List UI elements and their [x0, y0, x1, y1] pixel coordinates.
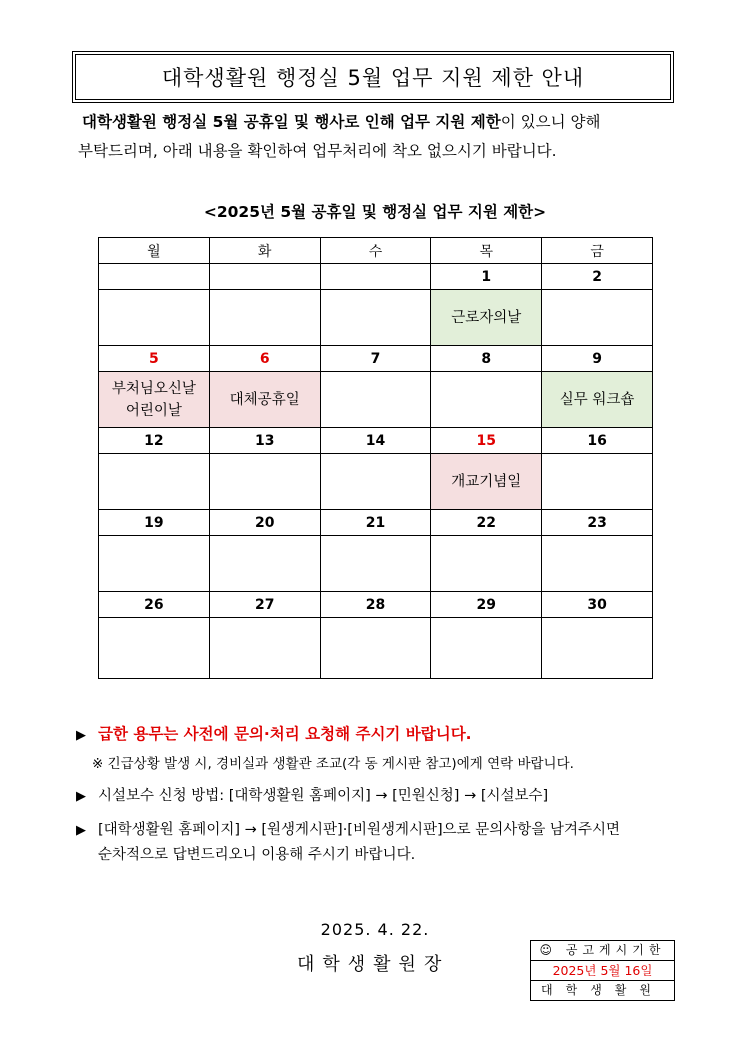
event-cell [320, 290, 431, 346]
event-label: 부처님오신날 어린이날 [111, 380, 196, 419]
weekday-tue: 화 [209, 238, 320, 264]
note-board [76, 818, 620, 839]
bullet-arrow-icon: ▶ [76, 728, 86, 743]
note-urgent [76, 722, 472, 744]
calendar-title: <2025년 5월 공휴일 및 행정실 업무 지원 제한> [203, 203, 547, 221]
date-cell: 5 [99, 346, 210, 372]
event-cell-workshop [542, 372, 653, 428]
date-cell: 19 [99, 510, 210, 536]
urgent-text: 급한 용무는 사전에 문의·처리 요청해 주시기 바랍니다. [98, 725, 472, 743]
date-cell: 16 [542, 428, 653, 454]
date-cell: 15 [431, 428, 542, 454]
event-cell-foundation-day [431, 454, 542, 510]
weekday-wed: 수 [320, 238, 431, 264]
event-cell [99, 454, 210, 510]
event-cell [320, 372, 431, 428]
date-cell: 7 [320, 346, 431, 372]
event-cell [320, 454, 431, 510]
date-cell: 22 [431, 510, 542, 536]
weekday-header-row [99, 238, 653, 264]
event-cell [209, 536, 320, 592]
event-cell [99, 290, 210, 346]
date-cell: 28 [320, 592, 431, 618]
event-cell [320, 618, 431, 679]
may-calendar [98, 237, 653, 679]
event-cell-labor-day [431, 290, 542, 346]
date-cell: 13 [209, 428, 320, 454]
announcement-date: 2025. 4. 22. [320, 920, 430, 939]
event-cell [542, 454, 653, 510]
signer-name: 대학생활원장 [297, 954, 450, 975]
event-cell [542, 618, 653, 679]
board-text-line2: 순차적으로 답변드리오니 이용해 주시기 바랍니다. [98, 847, 416, 863]
date-cell: 27 [209, 592, 320, 618]
date-cell [209, 264, 320, 290]
event-cell [431, 536, 542, 592]
event-cell [542, 536, 653, 592]
date-cell: 12 [99, 428, 210, 454]
weekday-mon: 월 [99, 238, 210, 264]
event-cell-buddha-childrens-day [99, 372, 210, 428]
event-cell [99, 618, 210, 679]
date-cell: 26 [99, 592, 210, 618]
note-repair [76, 784, 548, 805]
bullet-arrow-icon: ▶ [76, 789, 86, 804]
stamp-issuer: 대학생활원 [541, 983, 664, 997]
date-row [99, 592, 653, 618]
event-row [99, 618, 653, 679]
event-cell-substitute-holiday [209, 372, 320, 428]
event-label: 근로자의날 [451, 309, 522, 326]
note-emergency: ※ 긴급상황 발생 시, 경비실과 생활관 조교(각 동 게시판 참고)에게 연락 바랍니다. [92, 756, 574, 772]
date-row [99, 510, 653, 536]
date-row [99, 264, 653, 290]
posting-period-stamp [530, 940, 675, 1001]
stamp-deadline: 2025년 5월 16일 [531, 961, 674, 981]
stamp-heading: ☺ 공고게시기한 [531, 941, 674, 961]
event-cell [431, 618, 542, 679]
weekday-fri: 금 [542, 238, 653, 264]
intro-text-line2: 부탁드리며, 아래 내용을 확인하여 업무처리에 착오 없으시기 바랍니다. [78, 142, 557, 160]
event-cell [431, 372, 542, 428]
event-cell [99, 536, 210, 592]
event-cell [209, 454, 320, 510]
event-cell [209, 290, 320, 346]
date-cell: 23 [542, 510, 653, 536]
date-cell: 20 [209, 510, 320, 536]
event-label: 대체공휴일 [229, 391, 300, 408]
weekday-thu: 목 [431, 238, 542, 264]
event-label: 실무 워크숍 [559, 391, 635, 408]
date-row [99, 428, 653, 454]
event-cell [542, 290, 653, 346]
date-cell: 2 [542, 264, 653, 290]
page-title: 대학생활원 행정실 5월 업무 지원 제한 안내 [75, 54, 671, 100]
intro-paragraph [78, 108, 678, 166]
event-cell [209, 618, 320, 679]
date-cell: 1 [431, 264, 542, 290]
date-cell [99, 264, 210, 290]
bullet-arrow-icon: ▶ [76, 823, 86, 838]
date-cell: 29 [431, 592, 542, 618]
date-cell: 6 [209, 346, 320, 372]
date-row [99, 346, 653, 372]
event-cell [320, 536, 431, 592]
event-row [99, 536, 653, 592]
date-cell: 30 [542, 592, 653, 618]
intro-bold-text: 대학생활원 행정실 5월 공휴일 및 행사로 인해 업무 지원 제한 [82, 113, 501, 131]
event-row [99, 454, 653, 510]
event-label: 개교기념일 [451, 473, 522, 490]
date-cell: 21 [320, 510, 431, 536]
date-cell: 8 [431, 346, 542, 372]
date-cell [320, 264, 431, 290]
date-cell: 14 [320, 428, 431, 454]
event-row [99, 290, 653, 346]
intro-text-rest: 이 있으니 양해 [500, 113, 601, 131]
event-row [99, 372, 653, 428]
date-cell: 9 [542, 346, 653, 372]
repair-text: 시설보수 신청 방법: [대학생활원 홈페이지] → [민원신청] → [시설보수] [98, 788, 549, 804]
board-text-line1: [대학생활원 홈페이지] → [원생게시판]·[비원생게시판]으로 문의사항을 남겨주시면 [98, 822, 620, 838]
